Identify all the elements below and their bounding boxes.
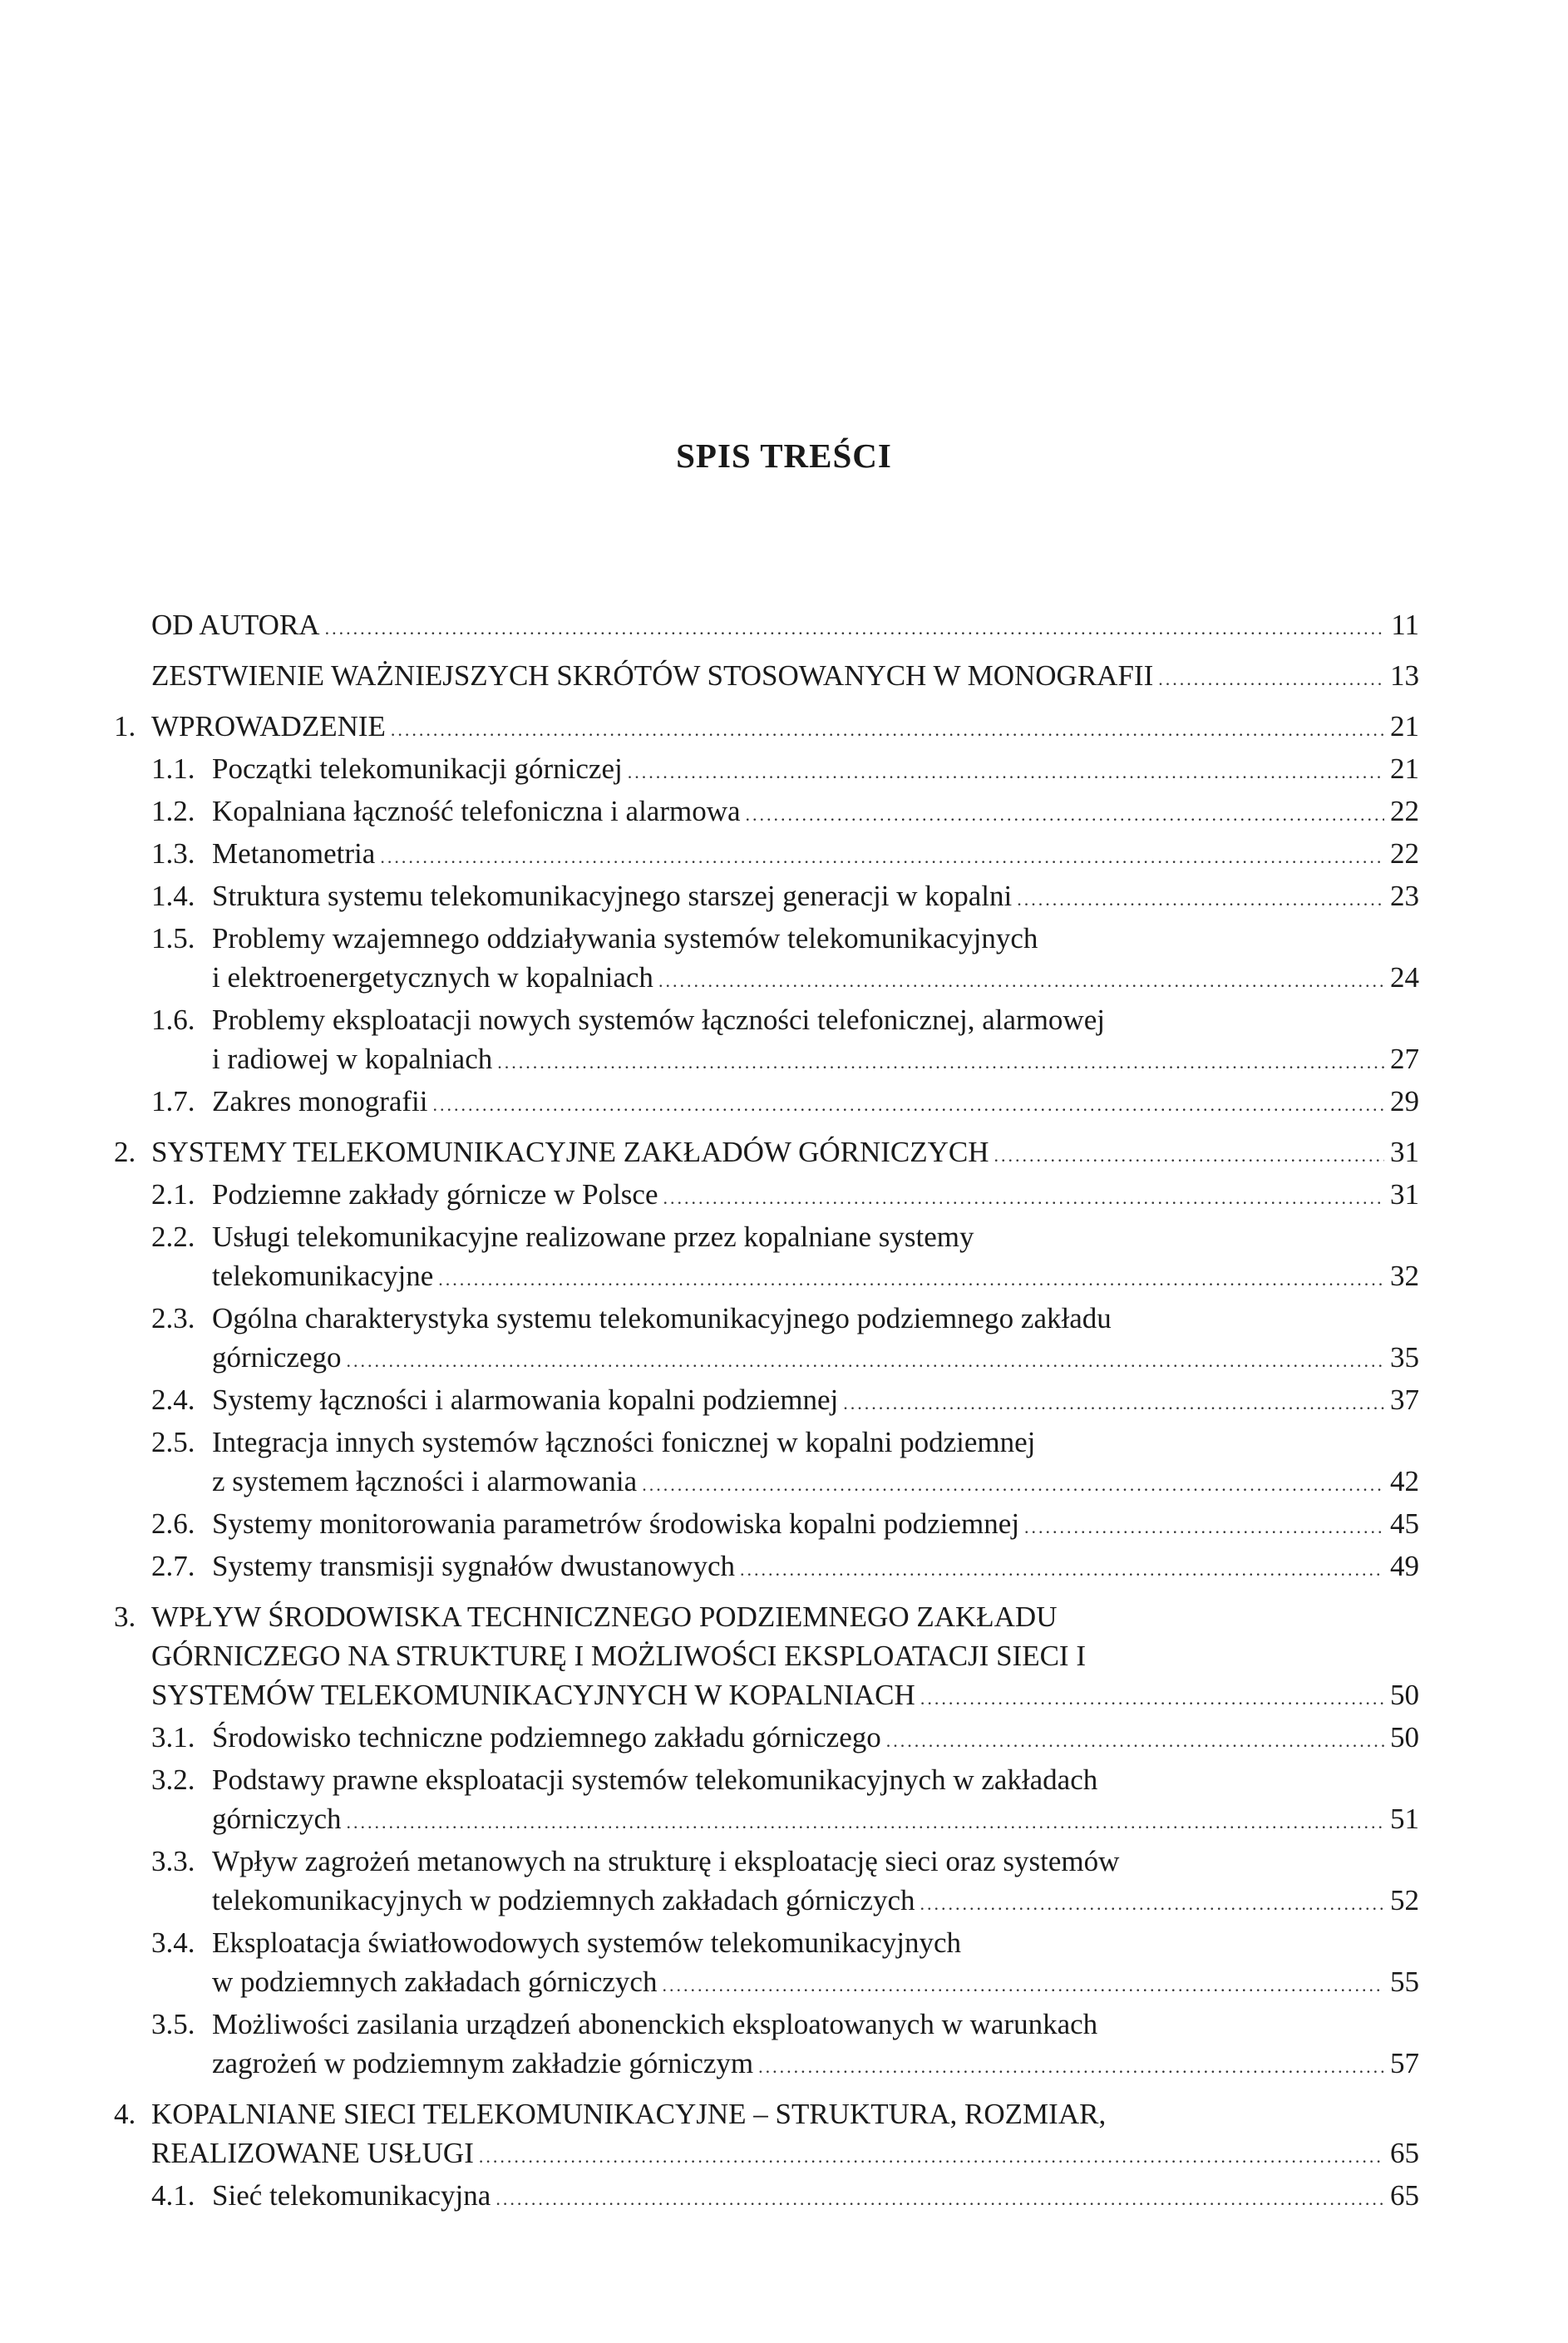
toc-entry [114,2176,1419,2218]
dot-leader [886,1721,1384,1760]
toc-entry-title-line: Środowisko techniczne podziemnego zakładu górniczego [212,1721,881,1754]
toc-entry-title-line: Sieć telekomunikacyjna [212,2179,491,2212]
toc-entry-number: 2.7. [151,1550,195,1582]
toc-entry-page-number: 42 [1390,1465,1419,1497]
dot-leader [628,752,1384,792]
toc-entry-title-line: zagrożeń w podziemnym zakładzie górniczym [212,2047,754,2079]
toc-entry-number: 2.5. [151,1426,195,1458]
toc-entry-title-line: WPŁYW ŚRODOWISKA TECHNICZNEGO PODZIEMNEGO ZAKŁADU [151,1601,1058,1633]
toc-entry [114,1132,1419,1175]
toc-entry [114,834,1419,876]
toc-entry-page-number: 24 [1390,961,1419,994]
toc-entry-page-number: 11 [1391,609,1419,641]
dot-leader [758,2047,1384,2086]
toc-entry-page-number: 65 [1390,2137,1419,2169]
toc-entry [114,1082,1419,1124]
toc-entry-page-number: 45 [1390,1507,1419,1540]
dot-leader [380,837,1384,876]
toc-entry-title-line: Usługi telekomunikacyjne realizowane przez kopalniane systemy [212,1221,974,1253]
toc-entry-number: 1.4. [151,880,195,912]
toc-entry-number: 1.1. [151,752,195,785]
toc-entry-page-number: 31 [1390,1178,1419,1211]
dot-leader [1158,659,1384,698]
toc-entry-title-line: Problemy eksploatacji nowych systemów łączności telefonicznej, alarmowej [212,1004,1105,1036]
dot-leader [1024,1507,1384,1546]
toc-entry [114,1760,1419,1842]
toc-entry [114,656,1419,698]
toc-entry [114,1546,1419,1589]
toc-entry-title-line: SYSTEMÓW TELEKOMUNIKACYJNYCH W KOPALNIACH [151,1679,915,1711]
toc-entry-title-line: Problemy wzajemnego oddziaływania systemów telekomunikacyjnych [212,922,1038,954]
toc-entry-page-number: 22 [1390,795,1419,827]
toc-entry-number: 2.1. [151,1178,195,1211]
toc-entry-number: 1.5. [151,922,195,954]
toc-entry-number: 3. [114,1601,136,1633]
toc-entry-page-number: 23 [1390,880,1419,912]
dot-leader [433,1085,1385,1124]
toc-entry-number: 4. [114,2098,136,2130]
toc-entry-title-line: Systemy transmisji sygnałów dwustanowych [212,1550,735,1582]
toc-entry [114,2094,1419,2176]
toc-entry-title-line: Podziemne zakłady górnicze w Polsce [212,1178,658,1211]
toc-entry-title-line: REALIZOWANE USŁUGI [151,2137,474,2169]
toc-entry [114,2005,1419,2086]
toc-entry-number: 2.6. [151,1507,195,1540]
toc-entry-title-line: Możliwości zasilania urządzeń abonenckich eksploatowanych w warunkach [212,2008,1098,2040]
toc-entry-page-number: 21 [1390,710,1419,742]
toc-entry-title-line: Ogólna charakterystyka systemu telekomunikacyjnego podziemnego zakładu [212,1302,1112,1334]
toc-entry-page-number: 51 [1390,1803,1419,1835]
dot-leader [325,609,1384,648]
toc-entry-number: 3.5. [151,2008,195,2040]
toc-entry-title-line: Systemy łączności i alarmowania kopalni podziemnej [212,1384,839,1416]
toc-entry [114,1718,1419,1760]
toc-entry-title-line: górniczych [212,1803,342,1835]
dot-leader [740,1550,1384,1589]
toc-entry-title-line: ZESTWIENIE WAŻNIEJSZYCH SKRÓTÓW STOSOWANYCH W MONOGRAFII [151,659,1154,692]
toc-entry-number: 4.1. [151,2179,195,2212]
toc-entry-number: 2.3. [151,1302,195,1334]
toc-entry-title-line: OD AUTORA [151,609,320,641]
toc-entry [114,1842,1419,1923]
toc-entry-page-number: 31 [1390,1136,1419,1168]
toc-entry [114,1380,1419,1423]
toc-entry [114,919,1419,1000]
toc-entry [114,792,1419,834]
toc-entry-title-line: górniczego [212,1341,342,1374]
toc-entry-title-line: KOPALNIANE SIECI TELEKOMUNIKACYJNE – STRUKTURA, ROZMIAR, [151,2098,1107,2130]
toc-entry-page-number: 22 [1390,837,1419,870]
toc-entry-number: 1.7. [151,1085,195,1117]
toc-entry-page-number: 32 [1390,1260,1419,1292]
dot-leader [346,1803,1384,1842]
toc-entry-number: 1. [114,710,136,742]
toc-entry-page-number: 35 [1390,1341,1419,1374]
toc-entry-number: 3.2. [151,1763,195,1796]
toc-entry-title-line: i radiowej w kopalniach [212,1043,493,1075]
dot-leader [994,1136,1384,1175]
dot-leader [496,2179,1384,2218]
toc-entry [114,1597,1419,1718]
toc-entry [114,1423,1419,1504]
toc-entry-page-number: 27 [1390,1043,1419,1075]
toc-entry [114,1175,1419,1217]
toc-entry-title-line: i elektroenergetycznych w kopalniach [212,961,653,994]
toc-entry-page-number: 52 [1390,1884,1419,1916]
table-of-contents [114,605,1419,2218]
toc-entry-title-line: Zakres monografii [212,1085,428,1117]
toc-entry-title-line: Struktura systemu telekomunikacyjnego starszej generacji w kopalni [212,880,1013,912]
toc-entry-title-line: Integracja innych systemów łączności fonicznej w kopalni podziemnej [212,1426,1036,1458]
toc-entry-page-number: 50 [1390,1721,1419,1754]
dot-leader [391,710,1384,749]
toc-entry-title-line: WPROWADZENIE [151,710,386,742]
toc-entry-page-number: 57 [1390,2047,1419,2079]
toc-entry [114,605,1419,648]
dot-leader [662,1966,1384,2005]
toc-entry-number: 3.1. [151,1721,195,1754]
toc-entry-page-number: 50 [1390,1679,1419,1711]
dot-leader [479,2137,1384,2176]
toc-entry-title-line: Eksploatacja światłowodowych systemów telekomunikacyjnych [212,1926,962,1959]
dot-leader [920,1679,1384,1718]
dot-leader [497,1043,1384,1082]
toc-entry-page-number: 65 [1390,2179,1419,2212]
toc-entry [114,1217,1419,1299]
dot-leader [642,1465,1384,1504]
dot-leader [1017,880,1384,919]
toc-entry-title-line: telekomunikacyjnych w podziemnych zakładach górniczych [212,1884,915,1916]
toc-entry [114,1504,1419,1546]
toc-entry-number: 1.3. [151,837,195,870]
toc-entry-number: 3.4. [151,1926,195,1959]
toc-entry-number: 2.2. [151,1221,195,1253]
toc-entry [114,749,1419,792]
toc-entry-page-number: 29 [1390,1085,1419,1117]
toc-entry [114,1299,1419,1380]
toc-entry-page-number: 21 [1390,752,1419,785]
toc-entry [114,1000,1419,1082]
toc-entry [114,876,1419,919]
toc-entry-title-line: Metanometria [212,837,376,870]
toc-entry-title-line: SYSTEMY TELEKOMUNIKACYJNE ZAKŁADÓW GÓRNICZYCH [151,1136,989,1168]
dot-leader [438,1260,1384,1299]
dot-leader [663,1178,1384,1217]
toc-entry-title-line: Podstawy prawne eksploatacji systemów telekomunikacyjnych w zakładach [212,1763,1098,1796]
dot-leader [346,1341,1384,1380]
dot-leader [658,961,1384,1000]
toc-entry-number: 1.6. [151,1004,195,1036]
dot-leader [843,1384,1384,1423]
toc-entry-title-line: GÓRNICZEGO NA STRUKTURĘ I MOŻLIWOŚCI EKSPLOATACJI SIECI I [151,1640,1086,1672]
toc-entry-title-line: z systemem łączności i alarmowania [212,1465,638,1497]
page-title: SPIS TREŚCI [676,437,892,475]
toc-entry-number: 3.3. [151,1845,195,1877]
toc-entry-number: 2. [114,1136,136,1168]
toc-entry-title-line: telekomunikacyjne [212,1260,434,1292]
toc-entry [114,1923,1419,2005]
toc-entry-title-line: Systemy monitorowania parametrów środowiska kopalni podziemnej [212,1507,1020,1540]
toc-entry-title-line: Wpływ zagrożeń metanowych na strukturę i eksploatację sieci oraz systemów [212,1845,1120,1877]
toc-entry-page-number: 49 [1390,1550,1419,1582]
toc-entry-title-line: Kopalniana łączność telefoniczna i alarmowa [212,795,741,827]
toc-entry [114,707,1419,749]
dot-leader [746,795,1384,834]
toc-entry-title-line: Początki telekomunikacji górniczej [212,752,623,785]
toc-entry-page-number: 55 [1390,1966,1419,1998]
toc-entry-page-number: 37 [1390,1384,1419,1416]
toc-entry-number: 1.2. [151,795,195,827]
toc-entry-title-line: w podziemnych zakładach górniczych [212,1966,658,1998]
toc-entry-number: 2.4. [151,1384,195,1416]
toc-entry-page-number: 13 [1390,659,1419,692]
dot-leader [920,1884,1384,1923]
